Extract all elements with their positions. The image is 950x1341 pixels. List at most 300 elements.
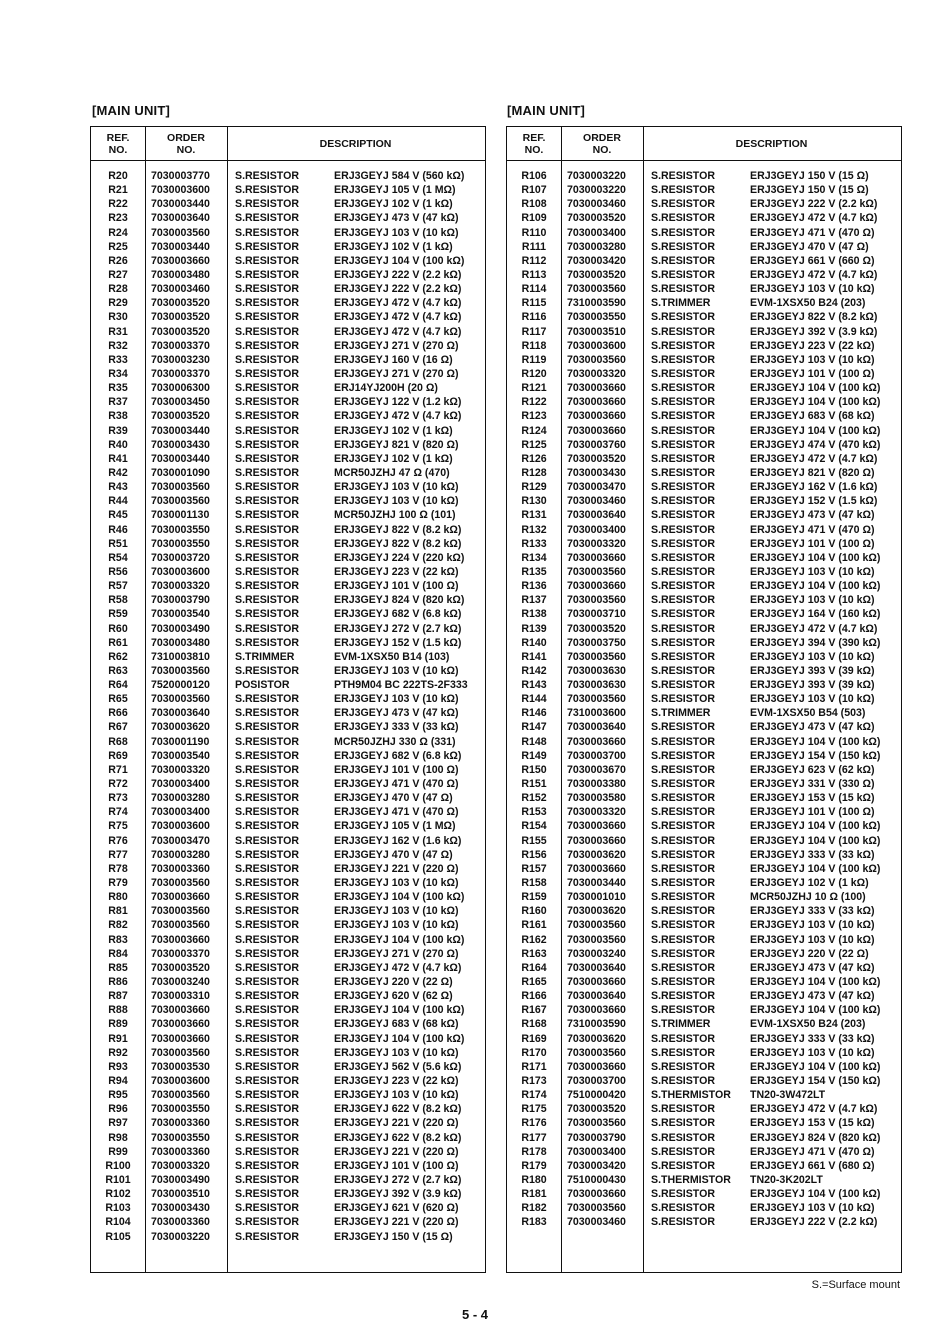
part-type: S.RESISTOR — [651, 679, 715, 692]
part-description: ERJ3GEYJ 472 V (4.7 kΩ) — [750, 1103, 878, 1116]
ref-no: R124 — [521, 424, 547, 437]
ref-no: R146 — [521, 707, 547, 720]
part-description: ERJ3GEYJ 821 V (820 Ω) — [334, 438, 459, 451]
part-description: ERJ3GEYJ 103 V (10 kΩ) — [750, 353, 875, 366]
part-description: ERJ3GEYJ 471 V (470 Ω) — [334, 778, 459, 791]
table-row — [91, 494, 485, 508]
part-description: ERJ3GEYJ 473 V (47 kΩ) — [334, 707, 459, 720]
part-description: ERJ3GEYJ 103 V (10 kΩ) — [334, 481, 459, 494]
description-header: DESCRIPTION — [735, 137, 808, 150]
part-description: ERJ3GEYJ 824 V (820 kΩ) — [750, 1131, 881, 1144]
order-no: 7030001190 — [151, 735, 210, 748]
order-no: 7030003490 — [151, 622, 210, 635]
part-description: ERJ3GEYJ 103 V (10 kΩ) — [334, 919, 459, 932]
ref-no: R155 — [521, 834, 547, 847]
ref-no: R45 — [108, 509, 128, 522]
order-no: 7030003430 — [151, 438, 210, 451]
part-description: ERJ3GEYJ 154 V (150 kΩ) — [750, 749, 881, 762]
ref-no: R56 — [108, 565, 128, 578]
order-no: 7030003660 — [151, 254, 210, 267]
part-type: S.RESISTOR — [235, 990, 299, 1003]
ref-no: R129 — [521, 481, 547, 494]
ref-no: R44 — [108, 495, 128, 508]
part-type: S.TRIMMER — [651, 707, 711, 720]
part-description: ERJ3GEYJ 103 V (10 kΩ) — [334, 905, 459, 918]
order-no: 7030003560 — [567, 283, 626, 296]
part-description: ERJ3GEYJ 103 V (10 kΩ) — [750, 919, 875, 932]
part-description: ERJ3GEYJ 822 V (8.2 kΩ) — [334, 523, 462, 536]
order-no: 7030003720 — [151, 551, 210, 564]
ref-no: R112 — [521, 254, 547, 267]
order-no: 7030003490 — [151, 1173, 210, 1186]
table-row — [91, 325, 485, 339]
part-type: S.RESISTOR — [651, 1103, 715, 1116]
part-description: EVM-1XSX50 B54 (503) — [750, 707, 866, 720]
order-no: 7030003370 — [151, 947, 210, 960]
part-description: ERJ3GEYJ 222 V (2.2 kΩ) — [750, 198, 878, 211]
part-type: S.RESISTOR — [651, 212, 715, 225]
part-type: S.RESISTOR — [235, 1089, 299, 1102]
order-no: 7030003480 — [151, 636, 210, 649]
part-type: S.RESISTOR — [651, 537, 715, 550]
ref-no-header: REF. NO. — [106, 131, 130, 156]
part-description: ERJ3GEYJ 824 V (820 kΩ) — [334, 594, 465, 607]
ref-no: R77 — [108, 848, 128, 861]
part-type: S.RESISTOR — [235, 353, 299, 366]
table-row — [91, 664, 485, 678]
ref-no: R111 — [521, 240, 547, 253]
table-row — [507, 1215, 901, 1229]
part-description: ERJ3GEYJ 393 V (39 kΩ) — [750, 679, 875, 692]
ref-no: R66 — [108, 707, 128, 720]
order-no: 7030003520 — [567, 1103, 626, 1116]
part-type: S.RESISTOR — [235, 933, 299, 946]
order-no: 7030003660 — [567, 1004, 626, 1017]
ref-no: R113 — [521, 268, 547, 281]
ref-no: R23 — [108, 212, 128, 225]
ref-no: R26 — [108, 254, 128, 267]
table-row — [91, 551, 485, 565]
ref-no: R86 — [108, 976, 128, 989]
part-type: S.RESISTOR — [235, 976, 299, 989]
part-type: S.RESISTOR — [651, 424, 715, 437]
part-description: ERJ3GEYJ 103 V (10 kΩ) — [750, 565, 875, 578]
table-row — [507, 862, 901, 876]
table-row — [91, 961, 485, 975]
order-no: 7030003660 — [151, 933, 210, 946]
part-description: ERJ3GEYJ 220 V (22 Ω) — [334, 976, 453, 989]
part-type: S.RESISTOR — [651, 594, 715, 607]
table-row — [507, 1017, 901, 1031]
order-no: 7030003400 — [151, 778, 210, 791]
order-no: 7030003550 — [151, 1103, 210, 1116]
table-row — [507, 537, 901, 551]
order-no: 7030003430 — [151, 1202, 210, 1215]
ref-no: R101 — [105, 1173, 131, 1186]
table-row — [507, 523, 901, 537]
part-type: S.RESISTOR — [651, 523, 715, 536]
part-type: S.RESISTOR — [235, 778, 299, 791]
order-no: 7030003510 — [151, 1188, 210, 1201]
part-type: S.RESISTOR — [651, 622, 715, 635]
table-row — [91, 607, 485, 621]
table-row — [91, 1060, 485, 1074]
part-type: S.RESISTOR — [651, 608, 715, 621]
order-no: 7030003370 — [151, 367, 210, 380]
table-row — [91, 1230, 485, 1244]
order-no: 7030003520 — [151, 325, 210, 338]
table-row — [91, 593, 485, 607]
order-no: 7030003560 — [567, 693, 626, 706]
order-no: 7030003660 — [567, 834, 626, 847]
part-type: S.RESISTOR — [651, 353, 715, 366]
part-description: TN20-3W472LT — [750, 1089, 826, 1102]
table-row — [507, 650, 901, 664]
part-type: S.RESISTOR — [651, 735, 715, 748]
order-no: 7030003560 — [151, 1089, 210, 1102]
part-type: S.RESISTOR — [651, 848, 715, 861]
order-no: 7030003600 — [151, 820, 210, 833]
table-row — [91, 834, 485, 848]
part-description: PTH9M04 BC 222TS-2F333 — [334, 679, 468, 692]
table-row — [91, 819, 485, 833]
order-no: 7030003560 — [567, 353, 626, 366]
part-type: S.RESISTOR — [651, 1117, 715, 1130]
part-type: S.RESISTOR — [235, 1018, 299, 1031]
part-type: S.RESISTOR — [651, 410, 715, 423]
table-row — [91, 848, 485, 862]
order-no: 7030003520 — [151, 961, 210, 974]
part-description: MCR50JZHJ 330 Ω (331) — [334, 735, 456, 748]
ref-no: R34 — [108, 367, 128, 380]
table-row — [507, 1159, 901, 1173]
part-description: ERJ3GEYJ 473 V (47 kΩ) — [334, 212, 459, 225]
part-description: ERJ3GEYJ 104 V (100 kΩ) — [750, 580, 881, 593]
part-type: S.RESISTOR — [235, 820, 299, 833]
order-no: 7030003360 — [151, 862, 210, 875]
part-description: ERJ3GEYJ 104 V (100 kΩ) — [750, 1060, 881, 1073]
part-description: ERJ3GEYJ 473 V (47 kΩ) — [750, 961, 875, 974]
part-description: ERJ3GEYJ 150 V (15 Ω) — [750, 170, 869, 182]
part-type: S.RESISTOR — [235, 636, 299, 649]
table-row — [91, 1032, 485, 1046]
ref-no: R46 — [108, 523, 128, 536]
table-row — [91, 282, 485, 296]
part-type: S.RESISTOR — [651, 184, 715, 197]
ref-no: R166 — [521, 990, 547, 1003]
part-type: S.RESISTOR — [235, 551, 299, 564]
ref-no: R118 — [521, 339, 547, 352]
order-no: 7030003640 — [567, 509, 626, 522]
table-row — [91, 565, 485, 579]
part-type: S.RESISTOR — [235, 834, 299, 847]
part-type: S.RESISTOR — [235, 1117, 299, 1130]
part-type: S.RESISTOR — [235, 594, 299, 607]
ref-no: R119 — [521, 353, 547, 366]
ref-no: R109 — [521, 212, 547, 225]
part-description: ERJ3GEYJ 584 V (560 kΩ) — [334, 170, 465, 182]
table-row — [507, 834, 901, 848]
order-no: 7030003280 — [151, 792, 210, 805]
ref-no: R43 — [108, 481, 128, 494]
ref-no: R87 — [108, 990, 128, 1003]
table-row — [91, 777, 485, 791]
part-description: ERJ3GEYJ 101 V (100 Ω) — [750, 537, 875, 550]
part-type: S.RESISTOR — [651, 877, 715, 890]
table-row — [507, 749, 901, 763]
order-no: 7030003620 — [567, 905, 626, 918]
part-description: ERJ3GEYJ 472 V (4.7 kΩ) — [750, 622, 878, 635]
ref-no: R105 — [105, 1230, 131, 1243]
part-type: S.RESISTOR — [235, 622, 299, 635]
table-row — [507, 1201, 901, 1215]
ref-no: R81 — [108, 905, 128, 918]
order-no: 7030003600 — [151, 184, 210, 197]
table-row — [507, 579, 901, 593]
ref-no: R134 — [521, 551, 547, 564]
order-no: 7030003540 — [151, 608, 210, 621]
left-parts-table — [90, 126, 486, 1273]
ref-no: R93 — [108, 1060, 128, 1073]
ref-no: R79 — [108, 877, 128, 890]
part-type: S.RESISTOR — [235, 1046, 299, 1059]
order-no: 7030003560 — [151, 919, 210, 932]
part-description: ERJ3GEYJ 333 V (33 kΩ) — [750, 905, 875, 918]
order-no: 7030003360 — [151, 1216, 210, 1229]
ref-no: R132 — [521, 523, 547, 536]
table-row — [91, 1074, 485, 1088]
part-description: ERJ3GEYJ 104 V (100 kΩ) — [334, 254, 465, 267]
order-no: 7030003640 — [151, 212, 210, 225]
order-no: 7030003560 — [151, 226, 210, 239]
table-row — [91, 706, 485, 720]
part-description: ERJ3GEYJ 152 V (1.5 kΩ) — [750, 495, 878, 508]
part-type: S.RESISTOR — [235, 410, 299, 423]
part-type: S.RESISTOR — [235, 1060, 299, 1073]
part-description: ERJ3GEYJ 104 V (100 kΩ) — [334, 1032, 465, 1045]
part-type: S.RESISTOR — [235, 466, 299, 479]
part-description: ERJ3GEYJ 661 V (660 Ω) — [750, 254, 875, 267]
part-type: S.RESISTOR — [235, 664, 299, 677]
part-description: ERJ3GEYJ 472 V (4.7 kΩ) — [334, 961, 462, 974]
part-description: EVM-1XSX50 B24 (203) — [750, 1018, 866, 1031]
order-no: 7030003460 — [151, 283, 210, 296]
order-no: 7030003560 — [151, 664, 210, 677]
table-row — [507, 508, 901, 522]
table-row — [507, 593, 901, 607]
table-row — [91, 735, 485, 749]
ref-no: R83 — [108, 933, 128, 946]
part-description: ERJ3GEYJ 101 V (100 Ω) — [334, 1159, 459, 1172]
part-description: ERJ3GEYJ 331 V (330 Ω) — [750, 778, 875, 791]
part-description: ERJ3GEYJ 223 V (22 kΩ) — [334, 1075, 459, 1087]
order-no-header: ORDER NO. — [583, 131, 621, 156]
part-description: ERJ3GEYJ 683 V (68 kΩ) — [750, 410, 875, 423]
ref-no: R32 — [108, 339, 128, 352]
part-description: ERJ3GEYJ 620 V (62 Ω) — [334, 990, 453, 1003]
part-type: S.RESISTOR — [651, 1202, 715, 1215]
ref-no: R131 — [521, 509, 547, 522]
table-row — [91, 650, 485, 664]
part-description: ERJ3GEYJ 221 V (220 Ω) — [334, 1145, 459, 1158]
part-type: S.RESISTOR — [235, 452, 299, 465]
part-description: ERJ3GEYJ 103 V (10 kΩ) — [334, 877, 459, 890]
table-row — [507, 226, 901, 240]
table-row — [91, 622, 485, 636]
table-row — [91, 1116, 485, 1130]
part-type: S.RESISTOR — [651, 763, 715, 776]
table-row — [91, 876, 485, 890]
table-row — [507, 438, 901, 452]
table-row — [507, 565, 901, 579]
order-no: 7030003400 — [567, 1145, 626, 1158]
table-row — [507, 424, 901, 438]
ref-no: R144 — [521, 693, 547, 706]
part-type: S.RESISTOR — [651, 565, 715, 578]
part-description: ERJ3GEYJ 222 V (2.2 kΩ) — [750, 1216, 878, 1229]
order-no: 7030003480 — [151, 268, 210, 281]
part-description: ERJ3GEYJ 101 V (100 Ω) — [334, 580, 459, 593]
table-row — [91, 183, 485, 197]
part-type: S.RESISTOR — [651, 693, 715, 706]
ref-no: R133 — [521, 537, 547, 550]
table-row — [91, 890, 485, 904]
right-section-title: [MAIN UNIT] — [507, 103, 586, 118]
order-no: 7030003520 — [567, 622, 626, 635]
part-type: S.RESISTOR — [235, 565, 299, 578]
ref-no: R120 — [521, 367, 547, 380]
part-description: ERJ3GEYJ 470 V (47 Ω) — [750, 240, 869, 253]
ref-no: R103 — [105, 1202, 131, 1215]
table-row — [91, 508, 485, 522]
table-row — [507, 607, 901, 621]
part-type: S.RESISTOR — [651, 961, 715, 974]
table-row — [91, 240, 485, 254]
table-row — [91, 933, 485, 947]
part-description: ERJ3GEYJ 682 V (6.8 kΩ) — [334, 749, 462, 762]
part-description: ERJ3GEYJ 103 V (10 kΩ) — [334, 1089, 459, 1102]
part-description: ERJ3GEYJ 103 V (10 kΩ) — [334, 1046, 459, 1059]
table-row — [507, 282, 901, 296]
part-type: S.RESISTOR — [651, 1216, 715, 1229]
table-row — [507, 692, 901, 706]
ref-no: R92 — [108, 1046, 128, 1059]
part-description: ERJ3GEYJ 152 V (1.5 kΩ) — [334, 636, 462, 649]
ref-no: R141 — [521, 650, 547, 663]
part-description: TN20-3K202LT — [750, 1173, 823, 1186]
order-no: 7030003320 — [567, 537, 626, 550]
table-row — [91, 805, 485, 819]
order-no: 7030003560 — [151, 905, 210, 918]
table-row — [507, 975, 901, 989]
table-row — [507, 1116, 901, 1130]
part-type: S.RESISTOR — [651, 452, 715, 465]
ref-no: R167 — [521, 1004, 547, 1017]
table-row — [507, 947, 901, 961]
table-row — [507, 918, 901, 932]
ref-no-header: REF. NO. — [522, 131, 546, 156]
order-no: 7030003660 — [567, 551, 626, 564]
ref-no: R130 — [521, 495, 547, 508]
order-no: 7030003660 — [567, 424, 626, 437]
part-description: ERJ3GEYJ 472 V (4.7 kΩ) — [334, 410, 462, 423]
part-description: ERJ3GEYJ 822 V (8.2 kΩ) — [750, 311, 878, 324]
part-type: S.RESISTOR — [235, 1230, 299, 1243]
table-row — [507, 961, 901, 975]
part-type: S.RESISTOR — [235, 862, 299, 875]
ref-no: R91 — [108, 1032, 128, 1045]
part-type: S.RESISTOR — [235, 424, 299, 437]
part-type: S.RESISTOR — [651, 551, 715, 564]
part-type: S.RESISTOR — [651, 792, 715, 805]
part-description: ERJ3GEYJ 104 V (100 kΩ) — [750, 382, 881, 395]
part-description: ERJ3GEYJ 103 V (10 kΩ) — [750, 1202, 875, 1215]
part-description: MCR50JZHJ 100 Ω (101) — [334, 509, 456, 522]
table-row — [91, 1173, 485, 1187]
table-row — [91, 947, 485, 961]
ref-no: R170 — [521, 1046, 547, 1059]
part-type: S.RESISTOR — [235, 268, 299, 281]
part-description: ERJ3GEYJ 473 V (47 kΩ) — [750, 990, 875, 1003]
order-no: 7030003660 — [567, 396, 626, 409]
part-description: ERJ3GEYJ 472 V (4.7 kΩ) — [750, 212, 878, 225]
table-row — [507, 409, 901, 423]
part-description: ERJ3GEYJ 621 V (620 Ω) — [334, 1202, 459, 1215]
order-no: 7030003320 — [567, 806, 626, 819]
part-type: S.RESISTOR — [651, 721, 715, 734]
part-type: S.RESISTOR — [651, 636, 715, 649]
order-no: 7030003240 — [567, 947, 626, 960]
part-type: S.RESISTOR — [235, 707, 299, 720]
part-type: S.RESISTOR — [235, 905, 299, 918]
part-type: S.TRIMMER — [651, 297, 711, 310]
ref-no: R160 — [521, 905, 547, 918]
part-type: S.RESISTOR — [651, 226, 715, 239]
part-description: ERJ3GEYJ 472 V (4.7 kΩ) — [334, 325, 462, 338]
part-description: ERJ3GEYJ 103 V (10 kΩ) — [750, 693, 875, 706]
ref-no: R177 — [521, 1131, 547, 1144]
order-no-header: ORDER NO. — [167, 131, 205, 156]
ref-no: R80 — [108, 891, 128, 904]
ref-no: R139 — [521, 622, 547, 635]
part-type: S.RESISTOR — [235, 537, 299, 550]
order-no: 7030003420 — [567, 1159, 626, 1172]
part-description: ERJ3GEYJ 471 V (470 Ω) — [334, 806, 459, 819]
ref-no: R104 — [105, 1216, 131, 1229]
ref-no: R65 — [108, 693, 128, 706]
ref-no: R88 — [108, 1004, 128, 1017]
order-no: 7030003600 — [567, 339, 626, 352]
part-type: S.RESISTOR — [235, 212, 299, 225]
part-description: ERJ3GEYJ 272 V (2.7 kΩ) — [334, 622, 462, 635]
ref-no: R182 — [521, 1202, 547, 1215]
ref-no: R169 — [521, 1032, 547, 1045]
part-type: S.RESISTOR — [235, 806, 299, 819]
ref-no: R117 — [521, 325, 547, 338]
ref-no: R175 — [521, 1103, 547, 1116]
part-type: S.RESISTOR — [651, 1188, 715, 1201]
part-type: S.RESISTOR — [235, 367, 299, 380]
order-no: 7030003560 — [151, 495, 210, 508]
table-row — [91, 339, 485, 353]
order-no: 7030003520 — [567, 268, 626, 281]
ref-no: R151 — [521, 778, 547, 791]
part-description: ERJ3GEYJ 162 V (1.6 kΩ) — [750, 481, 878, 494]
part-description: ERJ3GEYJ 160 V (16 Ω) — [334, 353, 453, 366]
part-description: ERJ3GEYJ 150 V (15 Ω) — [750, 184, 869, 197]
table-row — [91, 395, 485, 409]
table-row — [91, 791, 485, 805]
